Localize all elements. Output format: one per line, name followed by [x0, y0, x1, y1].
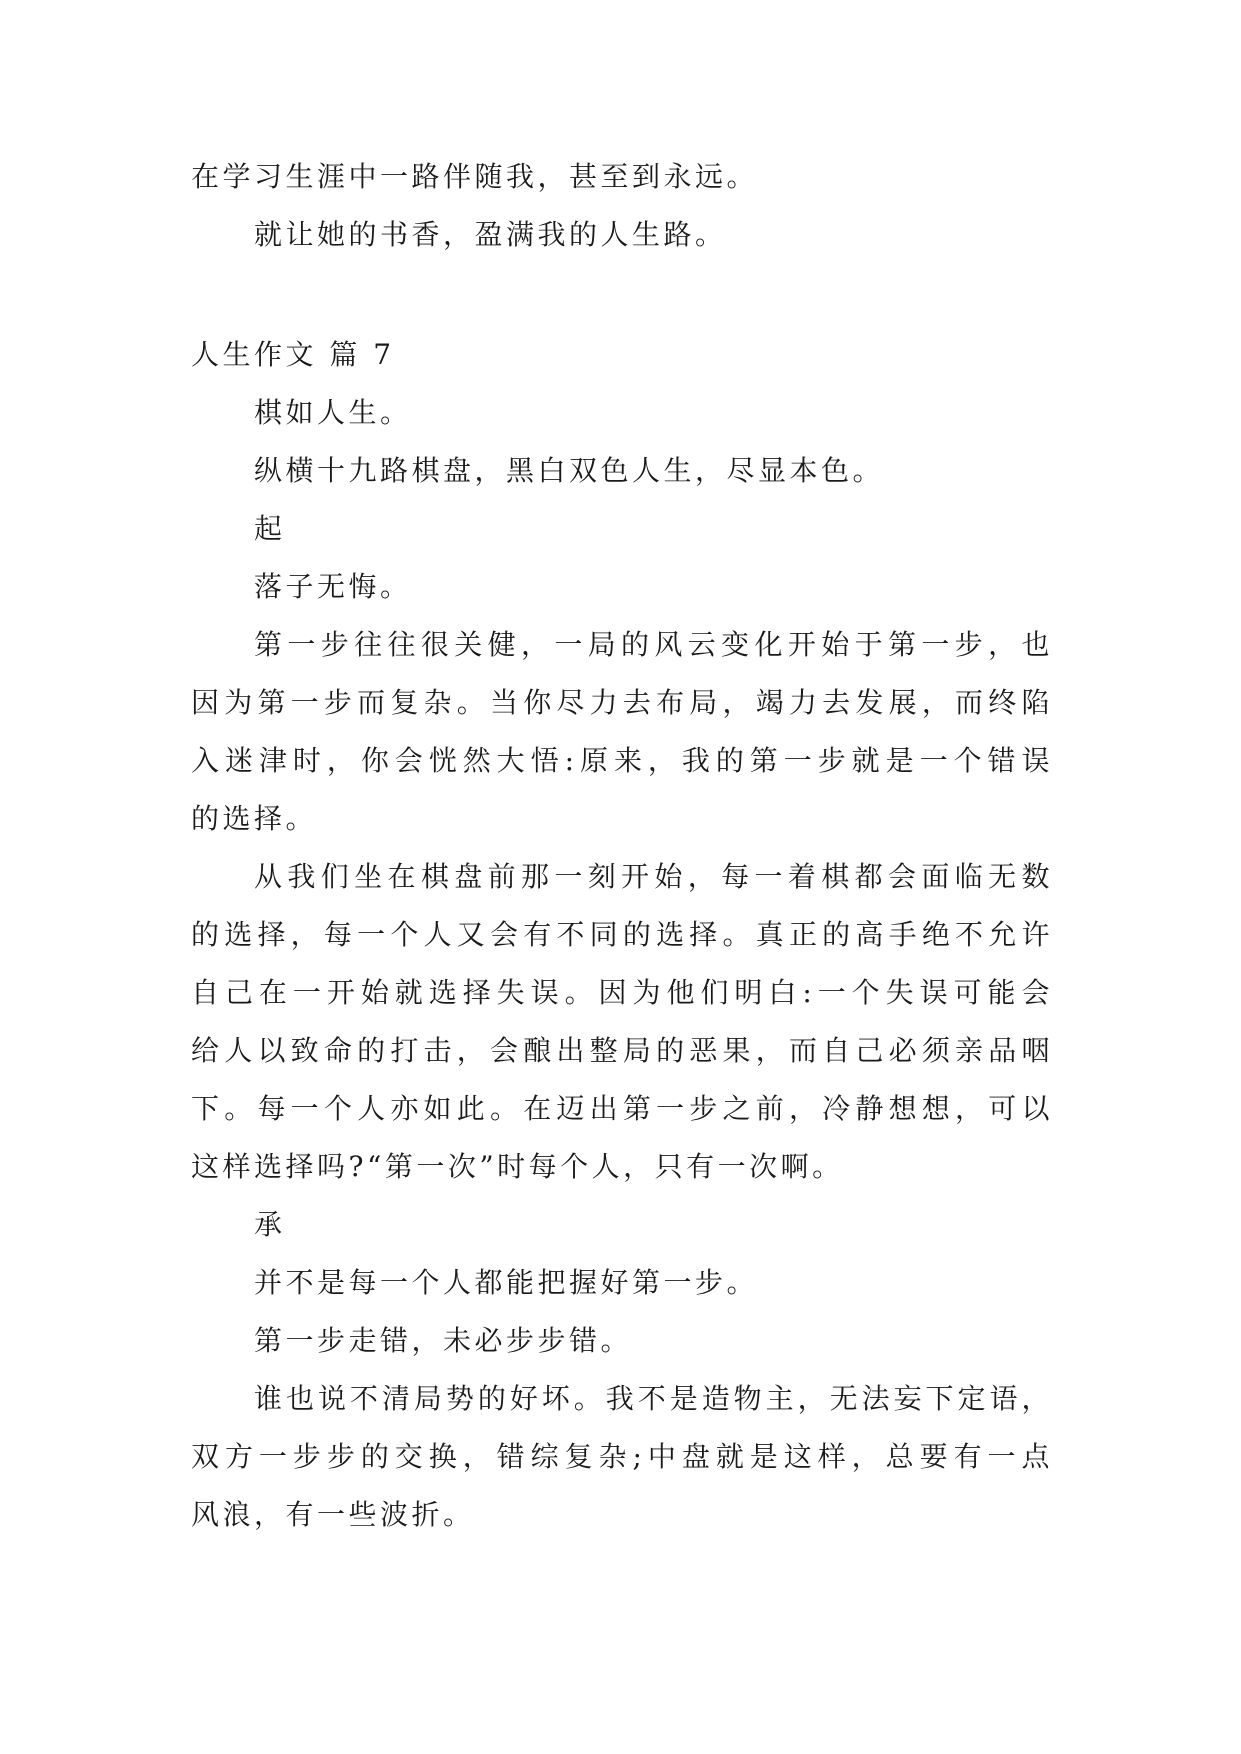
paragraph: [191, 1206, 1053, 1244]
paragraph-carryover: [191, 158, 1053, 196]
paragraph: [191, 568, 1053, 606]
text-line: 第一步走错，未必步步错。: [254, 1324, 633, 1357]
text-line: 的选择，每一个人又会有不同的选择。真正的高手绝不允许: [191, 918, 1053, 951]
section-heading-block: [191, 336, 1053, 374]
paragraph: [191, 1380, 1053, 1534]
document-body: [191, 158, 1053, 1554]
paragraph: [191, 510, 1053, 548]
text-line: 就让她的书香，盈满我的人生路。: [254, 218, 727, 251]
paragraph: [191, 216, 1053, 254]
text-line: 起: [254, 512, 286, 545]
paragraph: [191, 452, 1053, 490]
text-line: 因为第一步而复杂。当你尽力去布局，竭力去发展，而终陷: [191, 686, 1053, 719]
text-line: 风浪，有一些波折。: [191, 1498, 475, 1531]
text-line: 第一步往往很关健，一局的风云变化开始于第一步，也: [254, 628, 1053, 661]
text-line: 这样选择吗?“第一次”时每个人，只有一次啊。: [191, 1150, 844, 1183]
paragraph: [191, 394, 1053, 432]
text-line: 的选择。: [191, 802, 318, 835]
text-line: 双方一步步的交换，错综复杂;中盘就是这样，总要有一点: [191, 1440, 1053, 1473]
text-line: 下。每一个人亦如此。在迈出第一步之前，冷静想想，可以: [191, 1092, 1053, 1125]
text-line: 落子无悔。: [254, 570, 412, 603]
text-line: 自己在一开始就选择失误。因为他们明白:一个失误可能会: [191, 976, 1053, 1009]
text-line: 从我们坐在棋盘前那一刻开始，每一着棋都会面临无数: [254, 860, 1053, 893]
text-line: 承: [254, 1208, 286, 1241]
paragraph: [191, 1322, 1053, 1360]
text-line: 纵横十九路棋盘，黑白双色人生，尽显本色。: [254, 454, 885, 487]
text-line: 在学习生涯中一路伴随我，甚至到永远。: [191, 160, 759, 193]
paragraph: [191, 626, 1053, 838]
text-line: 给人以致命的打击，会酿出整局的恶果，而自己必须亲品咽: [191, 1034, 1053, 1067]
text-line: 入迷津时，你会恍然大悟:原来，我的第一步就是一个错误: [191, 744, 1053, 777]
paragraph: [191, 1264, 1053, 1302]
section-heading: 人生作文 篇 7: [191, 338, 395, 371]
text-line: 谁也说不清局势的好坏。我不是造物主，无法妄下定语，: [254, 1382, 1053, 1415]
text-line: 棋如人生。: [254, 396, 412, 429]
text-line: 并不是每一个人都能把握好第一步。: [254, 1266, 759, 1299]
paragraph: [191, 858, 1053, 1186]
